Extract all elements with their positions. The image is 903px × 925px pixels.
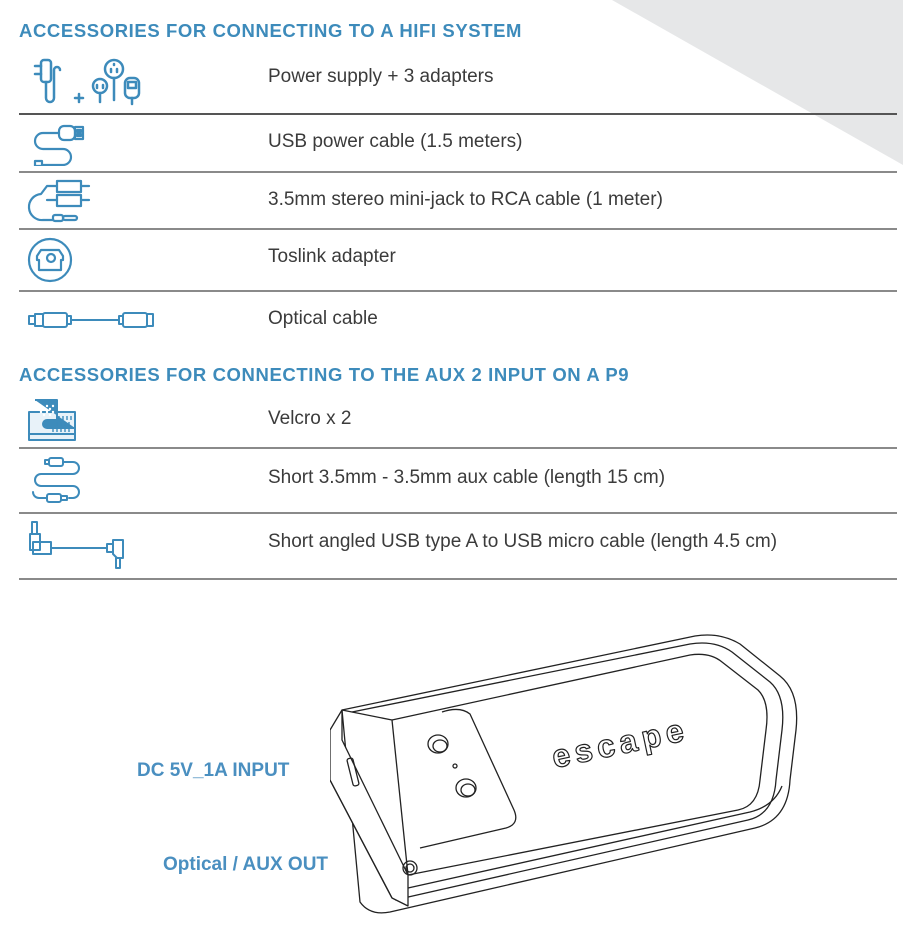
item-label: USB power cable (1.5 meters) [268,131,523,152]
list-item [19,230,897,290]
list-item [19,292,897,350]
device-logo: escape [548,710,692,775]
item-label: Short 3.5mm - 3.5mm aux cable (length 15 cm) [268,467,666,488]
item-label: Short angled USB type A to USB micro cable (length 4.5 cm) [268,531,778,552]
section-heading-aux2: ACCESSORIES FOR CONNECTING TO THE AUX 2 INPUT ON A P9 [19,364,630,385]
optical-cable-icon [27,310,157,330]
minijack-rca-cable-icon [27,179,97,223]
callout-dc-input: DC 5V_1A INPUT [137,760,290,781]
list-item [19,115,897,171]
velcro-icon [27,398,79,442]
list-item [19,173,897,228]
toslink-adapter-icon [27,236,77,284]
item-label: 3.5mm stereo mini-jack to RCA cable (1 meter) [268,189,663,210]
item-label: Optical cable [268,308,378,329]
aux-cable-icon [27,457,87,505]
item-label: Toslink adapter [268,246,396,267]
item-label: Velcro x 2 [268,408,352,429]
section-heading-hifi: ACCESSORIES FOR CONNECTING TO A HIFI SYSTEM [19,20,523,41]
list-item [19,514,897,578]
divider [19,578,897,580]
list-item [19,48,897,112]
list-item [19,449,897,512]
power-supply-adapters-icon [27,52,147,108]
callout-optical-aux-out: Optical / AUX OUT [163,854,329,875]
escape-device-illustration [330,630,830,925]
item-label: Power supply + 3 adapters [268,66,494,87]
usb-cable-icon [27,122,87,166]
angled-usb-cable-icon [27,520,137,572]
list-item [19,392,897,446]
